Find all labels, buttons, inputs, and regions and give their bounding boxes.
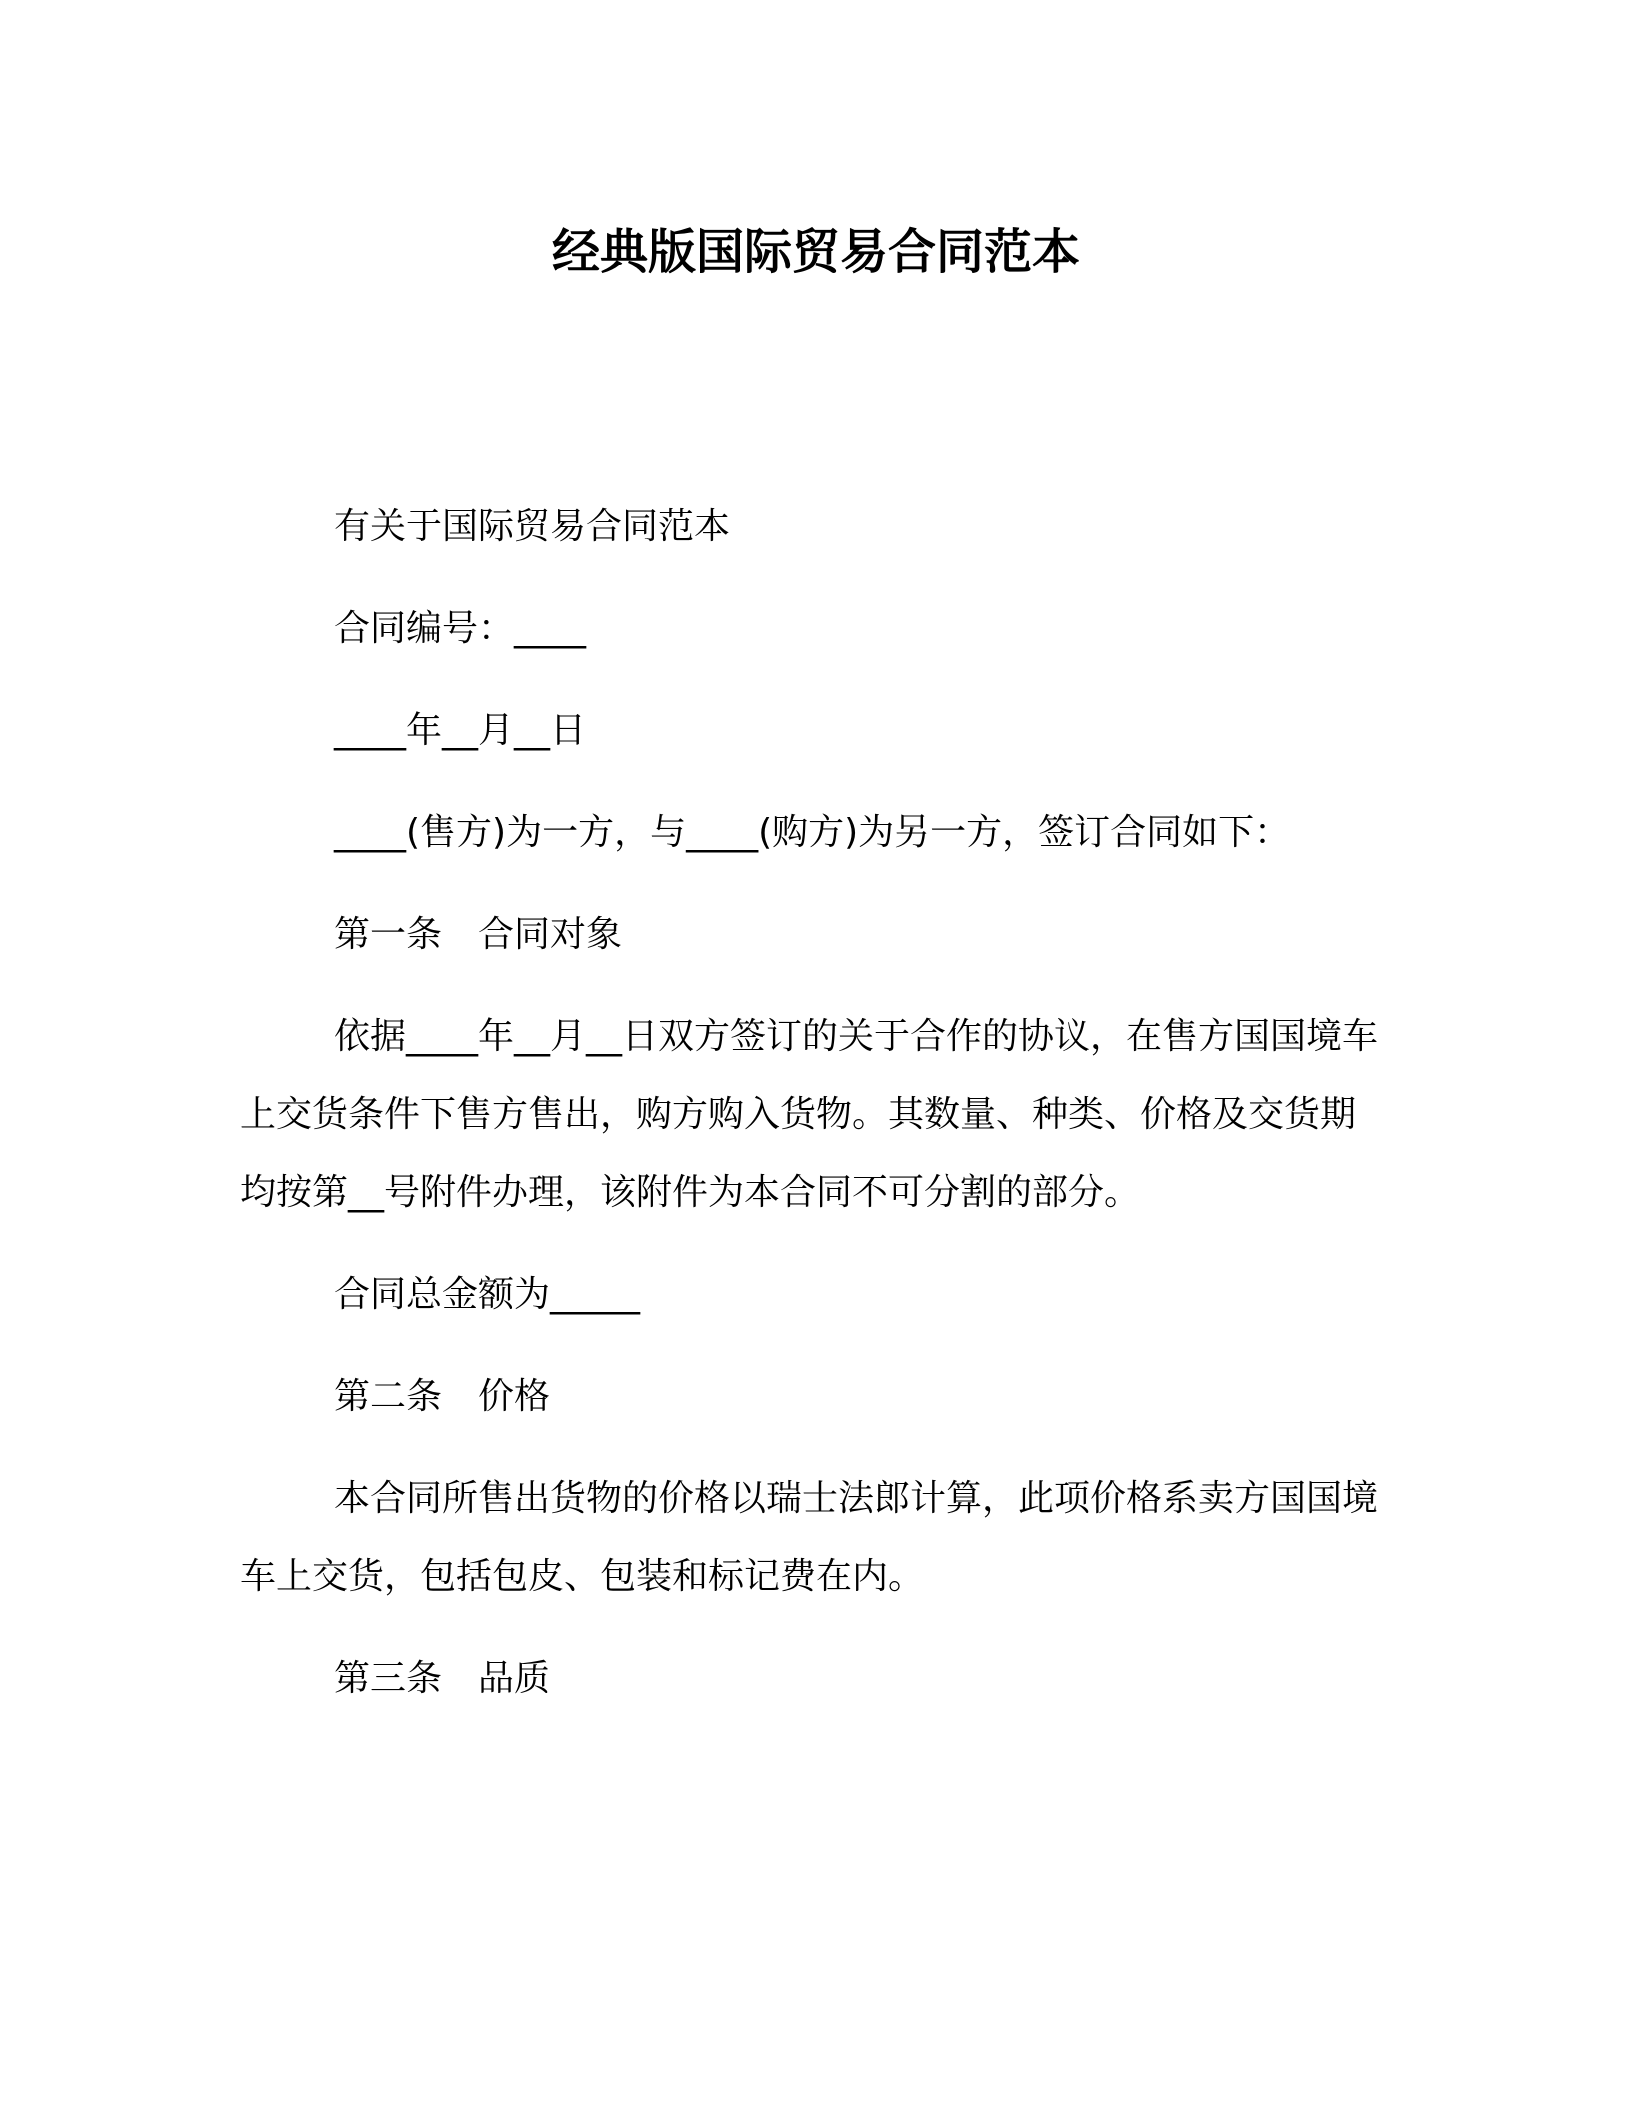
article-two-body: 本合同所售出货物的价格以瑞士法郎计算，此项价格系卖方国国境车上交货，包括包皮、包装和标记费在内。 bbox=[240, 1478, 1379, 1597]
contract-number: 合同编号：____ bbox=[334, 608, 587, 649]
parties-line: ____(售方)为一方，与____(购方)为另一方，签订合同如下： bbox=[334, 812, 1291, 853]
article-two-heading: 第二条 价格 bbox=[334, 1376, 551, 1417]
article-three-heading: 第三条 品质 bbox=[334, 1658, 551, 1699]
document-body bbox=[240, 488, 1380, 1742]
total-amount-line: 合同总金额为_____ bbox=[334, 1274, 641, 1315]
article-one-body: 依据____年__月__日双方签订的关于合作的协议，在售方国国境车上交货条件下售方售出，购方购入货物。其数量、种类、价格及交货期均按第__号附件办理，该附件为本合同不可分割的部分。 bbox=[240, 1016, 1379, 1213]
article-one-heading: 第一条 合同对象 bbox=[334, 914, 623, 955]
intro-line: 有关于国际贸易合同范本 bbox=[334, 506, 731, 547]
contract-date: ____年__月__日 bbox=[334, 710, 587, 751]
document-title: 经典版国际贸易合同范本 bbox=[551, 224, 1080, 280]
